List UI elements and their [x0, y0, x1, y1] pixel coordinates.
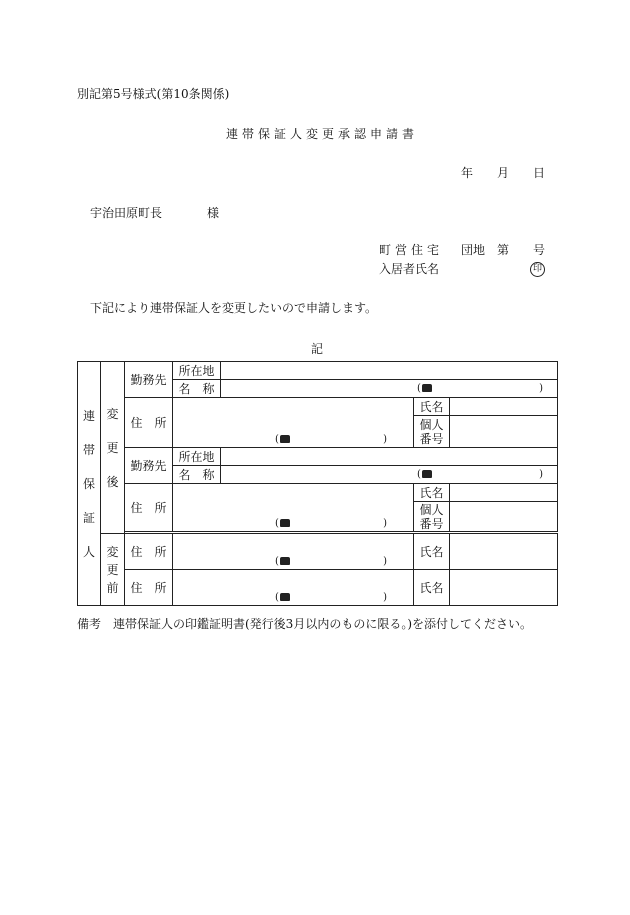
address-field-4[interactable] [173, 570, 414, 606]
danchi-label: 団地 [461, 243, 486, 257]
request-text: 下記により連帯保証人を変更したいので申請します。 [90, 301, 378, 315]
seal-mark: 印 [530, 260, 545, 277]
date-day-label: 日 [533, 166, 546, 180]
telephone-icon [422, 384, 432, 392]
personal-number-label: 個人 番号 [414, 416, 450, 448]
telephone-icon [280, 557, 290, 565]
workplace-label: 勤務先 [125, 362, 173, 398]
addressee-name: 宇治田原町長 [90, 206, 163, 220]
form-number: 別記第5号様式(第10条関係) [77, 87, 230, 101]
number-suffix-label: 号 [533, 243, 546, 257]
document-title: 連帯保証人変更承認申請書 [226, 127, 419, 141]
telephone-icon [422, 470, 432, 478]
address-tel-4: ( ) [275, 592, 387, 603]
workplace-label-2: 勤務先 [125, 448, 173, 484]
telephone-icon [280, 519, 290, 527]
personal-number-field[interactable] [450, 416, 558, 448]
location-label: 所在地 [173, 362, 221, 380]
telephone-icon [280, 435, 290, 443]
workplace-tel-2: ( ) [417, 469, 544, 480]
person-name-field-4[interactable] [450, 570, 558, 606]
date-month-label: 月 [497, 166, 510, 180]
workplace-name-field-2[interactable] [221, 466, 558, 484]
address-field-2[interactable] [173, 484, 414, 532]
guarantor-table [77, 361, 558, 606]
guarantor-char-4: 証 [82, 510, 95, 525]
addressee-honorific: 様 [207, 206, 220, 220]
workplace-name-label-2: 名 称 [173, 466, 221, 484]
address-tel-2: ( ) [275, 518, 387, 529]
workplace-name-field[interactable] [221, 380, 558, 398]
guarantor-char-3: 保 [82, 476, 95, 491]
address-label: 住 所 [125, 398, 173, 448]
resident-name-label: 入居者氏名 [379, 262, 440, 276]
workplace-tel: ( ) [417, 383, 544, 394]
telephone-icon [280, 593, 290, 601]
person-name-label-3: 氏名 [414, 534, 450, 570]
person-name-label-4: 氏名 [414, 570, 450, 606]
guarantor-char-2: 帯 [82, 442, 95, 457]
person-name-field-3[interactable] [450, 534, 558, 570]
guarantor-char-1: 連 [82, 408, 95, 423]
guarantor-char-5: 人 [82, 544, 95, 559]
person-name-field-2[interactable] [450, 484, 558, 502]
location-label-2: 所在地 [173, 448, 221, 466]
workplace-name-label: 名 称 [173, 380, 221, 398]
address-field[interactable] [173, 398, 414, 448]
housing-label: 町営住宅 [379, 243, 444, 257]
address-label-4: 住 所 [125, 570, 173, 606]
remarks-note: 備考 連帯保証人の印鑑証明書(発行後3月以内のものに限る。)を添付してください。 [77, 617, 533, 631]
personal-number-label-2: 個人 番号 [414, 502, 450, 532]
address-field-3[interactable] [173, 534, 414, 570]
workplace-location-field[interactable] [221, 362, 558, 380]
before-change-header: 変 更 前 [101, 534, 125, 606]
workplace-location-field-2[interactable] [221, 448, 558, 466]
after-change-header: 変 更 後 [101, 362, 125, 534]
ki-heading: 記 [311, 342, 324, 356]
person-name-field[interactable] [450, 398, 558, 416]
number-prefix-label: 第 [497, 243, 510, 257]
person-name-label-2: 氏名 [414, 484, 450, 502]
address-label-3: 住 所 [125, 534, 173, 570]
address-tel: ( ) [275, 434, 387, 445]
address-tel-3: ( ) [275, 556, 387, 567]
guarantor-header [78, 362, 101, 606]
personal-number-field-2[interactable] [450, 502, 558, 532]
date-year-label: 年 [461, 166, 474, 180]
person-name-label: 氏名 [414, 398, 450, 416]
address-label-2: 住 所 [125, 484, 173, 532]
